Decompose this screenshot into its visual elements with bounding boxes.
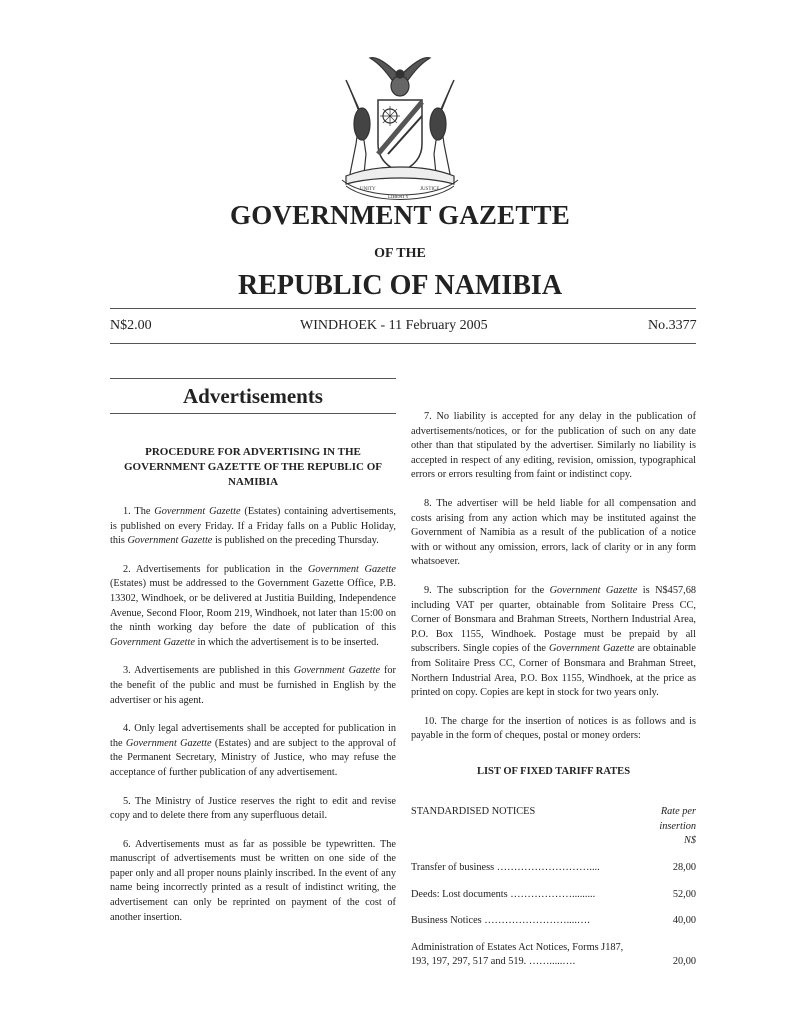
header-rule-top bbox=[110, 308, 696, 309]
issue-number: No.3377 bbox=[648, 318, 697, 333]
table-row bbox=[411, 888, 696, 903]
paragraph-2: 2. Advertisements for publication in the Government Gazette (Estates) must be addressed to the Government Gazette Office, P.B. 13302, Windhoek, or be delivered at Justitia Building, Independence Avenue, Second Floor, Room 219, Windhoek, not later than 15:00 on the ninth working day before the date of publication of this Government Gazette in which the advertisement is to be inserted. bbox=[110, 563, 396, 648]
paragraph-7: 7. No liability is accepted for any delay in the publication of advertisements/notices, or for the publication of such on any date other than that stipulated by the advertiser. Similarly no liability is accepted in respect of any editing, revision, omission, typographical errors or errors resulting from faint or indistinct copy. bbox=[411, 411, 696, 481]
right-column bbox=[411, 410, 696, 758]
tariff-header-row bbox=[411, 805, 696, 849]
tariff-row-value: 40,00 bbox=[672, 915, 696, 926]
tariff-row-label: Business Notices ……………………....…. bbox=[411, 915, 590, 926]
gazette-of-the: OF THE bbox=[374, 246, 426, 261]
table-row bbox=[411, 914, 696, 929]
paragraph-6: 6. Advertisements must as far as possible be typewritten. The manuscript of advertisements must be written on one side of the paper only and all proper nouns plainly inscribed. In the event of any name being incorrectly printed as a result of indistinct writing, the advertisement can only be reprinted on payment of the cost of another insertion. bbox=[110, 838, 396, 923]
gazette-republic: REPUBLIC OF NAMIBIA bbox=[237, 270, 563, 301]
section-heading: Advertisements bbox=[183, 384, 323, 408]
tariff-row-label: Transfer of business ……………………….... bbox=[411, 862, 600, 873]
tariff-title: LIST OF FIXED TARIFF RATES bbox=[476, 766, 631, 777]
tariff-column-label: STANDARDISED NOTICES bbox=[411, 806, 536, 817]
header-rule-bottom bbox=[110, 343, 696, 344]
paragraph-8: 8. The advertiser will be held liable for all compensation and costs arising from any action which may be instituted against the Government of Namibia as a result of the publication of a notice with or without any omission, errors, lack of clarity or in any form whatsoever. bbox=[411, 497, 696, 568]
tariff-table bbox=[411, 805, 696, 982]
paragraph-3: 3. Advertisements are published in this Government Gazette for the benefit of the public and must be furnished in English by the advertiser or his agent. bbox=[110, 665, 396, 706]
section-rule-bottom bbox=[110, 413, 396, 414]
crest-motto-justice: JUSTICE bbox=[420, 187, 440, 192]
tariff-row-value: 20,00 bbox=[672, 956, 696, 967]
procedure-heading: PROCEDURE FOR ADVERTISING IN THE GOVERNMENT GAZETTE OF THE REPUBLIC OF NAMIBIA bbox=[123, 446, 383, 488]
paragraph-1: 1. The Government Gazette (Estates) containing advertisements, is published on every Friday. If a Friday falls on a Public Holiday, this Government Gazette is published on the preceding Thursday. bbox=[110, 506, 396, 547]
paragraph-5: 5. The Ministry of Justice reserves the right to edit and revise copy and to delete there from any superfluous detail. bbox=[110, 795, 396, 822]
gazette-title: GOVERNMENT GAZETTE bbox=[230, 200, 570, 230]
crest-motto-unity: UNITY bbox=[360, 187, 376, 192]
table-row bbox=[411, 861, 696, 876]
paragraph-10: 10. The charge for the insertion of notices is as follows and is payable in the form of cheques, postal or money orders: bbox=[411, 715, 696, 742]
table-row bbox=[411, 941, 696, 970]
left-column bbox=[110, 505, 396, 939]
dateline: WINDHOEK - 11 February 2005 bbox=[300, 318, 488, 333]
crest-motto-liberty: LIBERTY bbox=[388, 195, 409, 200]
tariff-row-value: 28,00 bbox=[672, 862, 696, 873]
tariff-row-label: Deeds: Lost documents ………………......... bbox=[411, 888, 596, 900]
coat-of-arms-icon bbox=[326, 44, 474, 200]
tariff-row-label: Administration of Estates Act Notices, Forms J187, 193, 197, 297, 517 and 519. …….....…. bbox=[411, 941, 624, 967]
paragraph-9: 9. The subscription for the Government Gazette is N$457,68 including VAT per quarter, obtainable from Solitaire Press CC, Corner of Bonsmara and Brahman Streets, Northern Industrial Area, P.O. Box 1155, Windhoek. Postage must be prepaid by all subscribers. Single copies of the Government Gazette are obtainable from Solitaire Press CC, Corner of Bonsmara and Brahman Street, Northern Industrial Area, P.O. Box 1155, Windhoek, at the price as printed on copy. Copies are kept in stock for two years only. bbox=[411, 584, 696, 699]
price: N$2.00 bbox=[110, 318, 152, 333]
tariff-rate-header: Rate per insertion N$ bbox=[659, 806, 696, 846]
paragraph-4: 4. Only legal advertisements shall be accepted for publication in the Government Gazette (Estates) and are subject to the approval of the Permanent Secretary, Ministry of Justice, who may refuse the acceptance of further publication of any advertisement. bbox=[110, 723, 396, 778]
tariff-row-value: 52,00 bbox=[672, 888, 696, 900]
section-rule-top bbox=[110, 378, 396, 379]
